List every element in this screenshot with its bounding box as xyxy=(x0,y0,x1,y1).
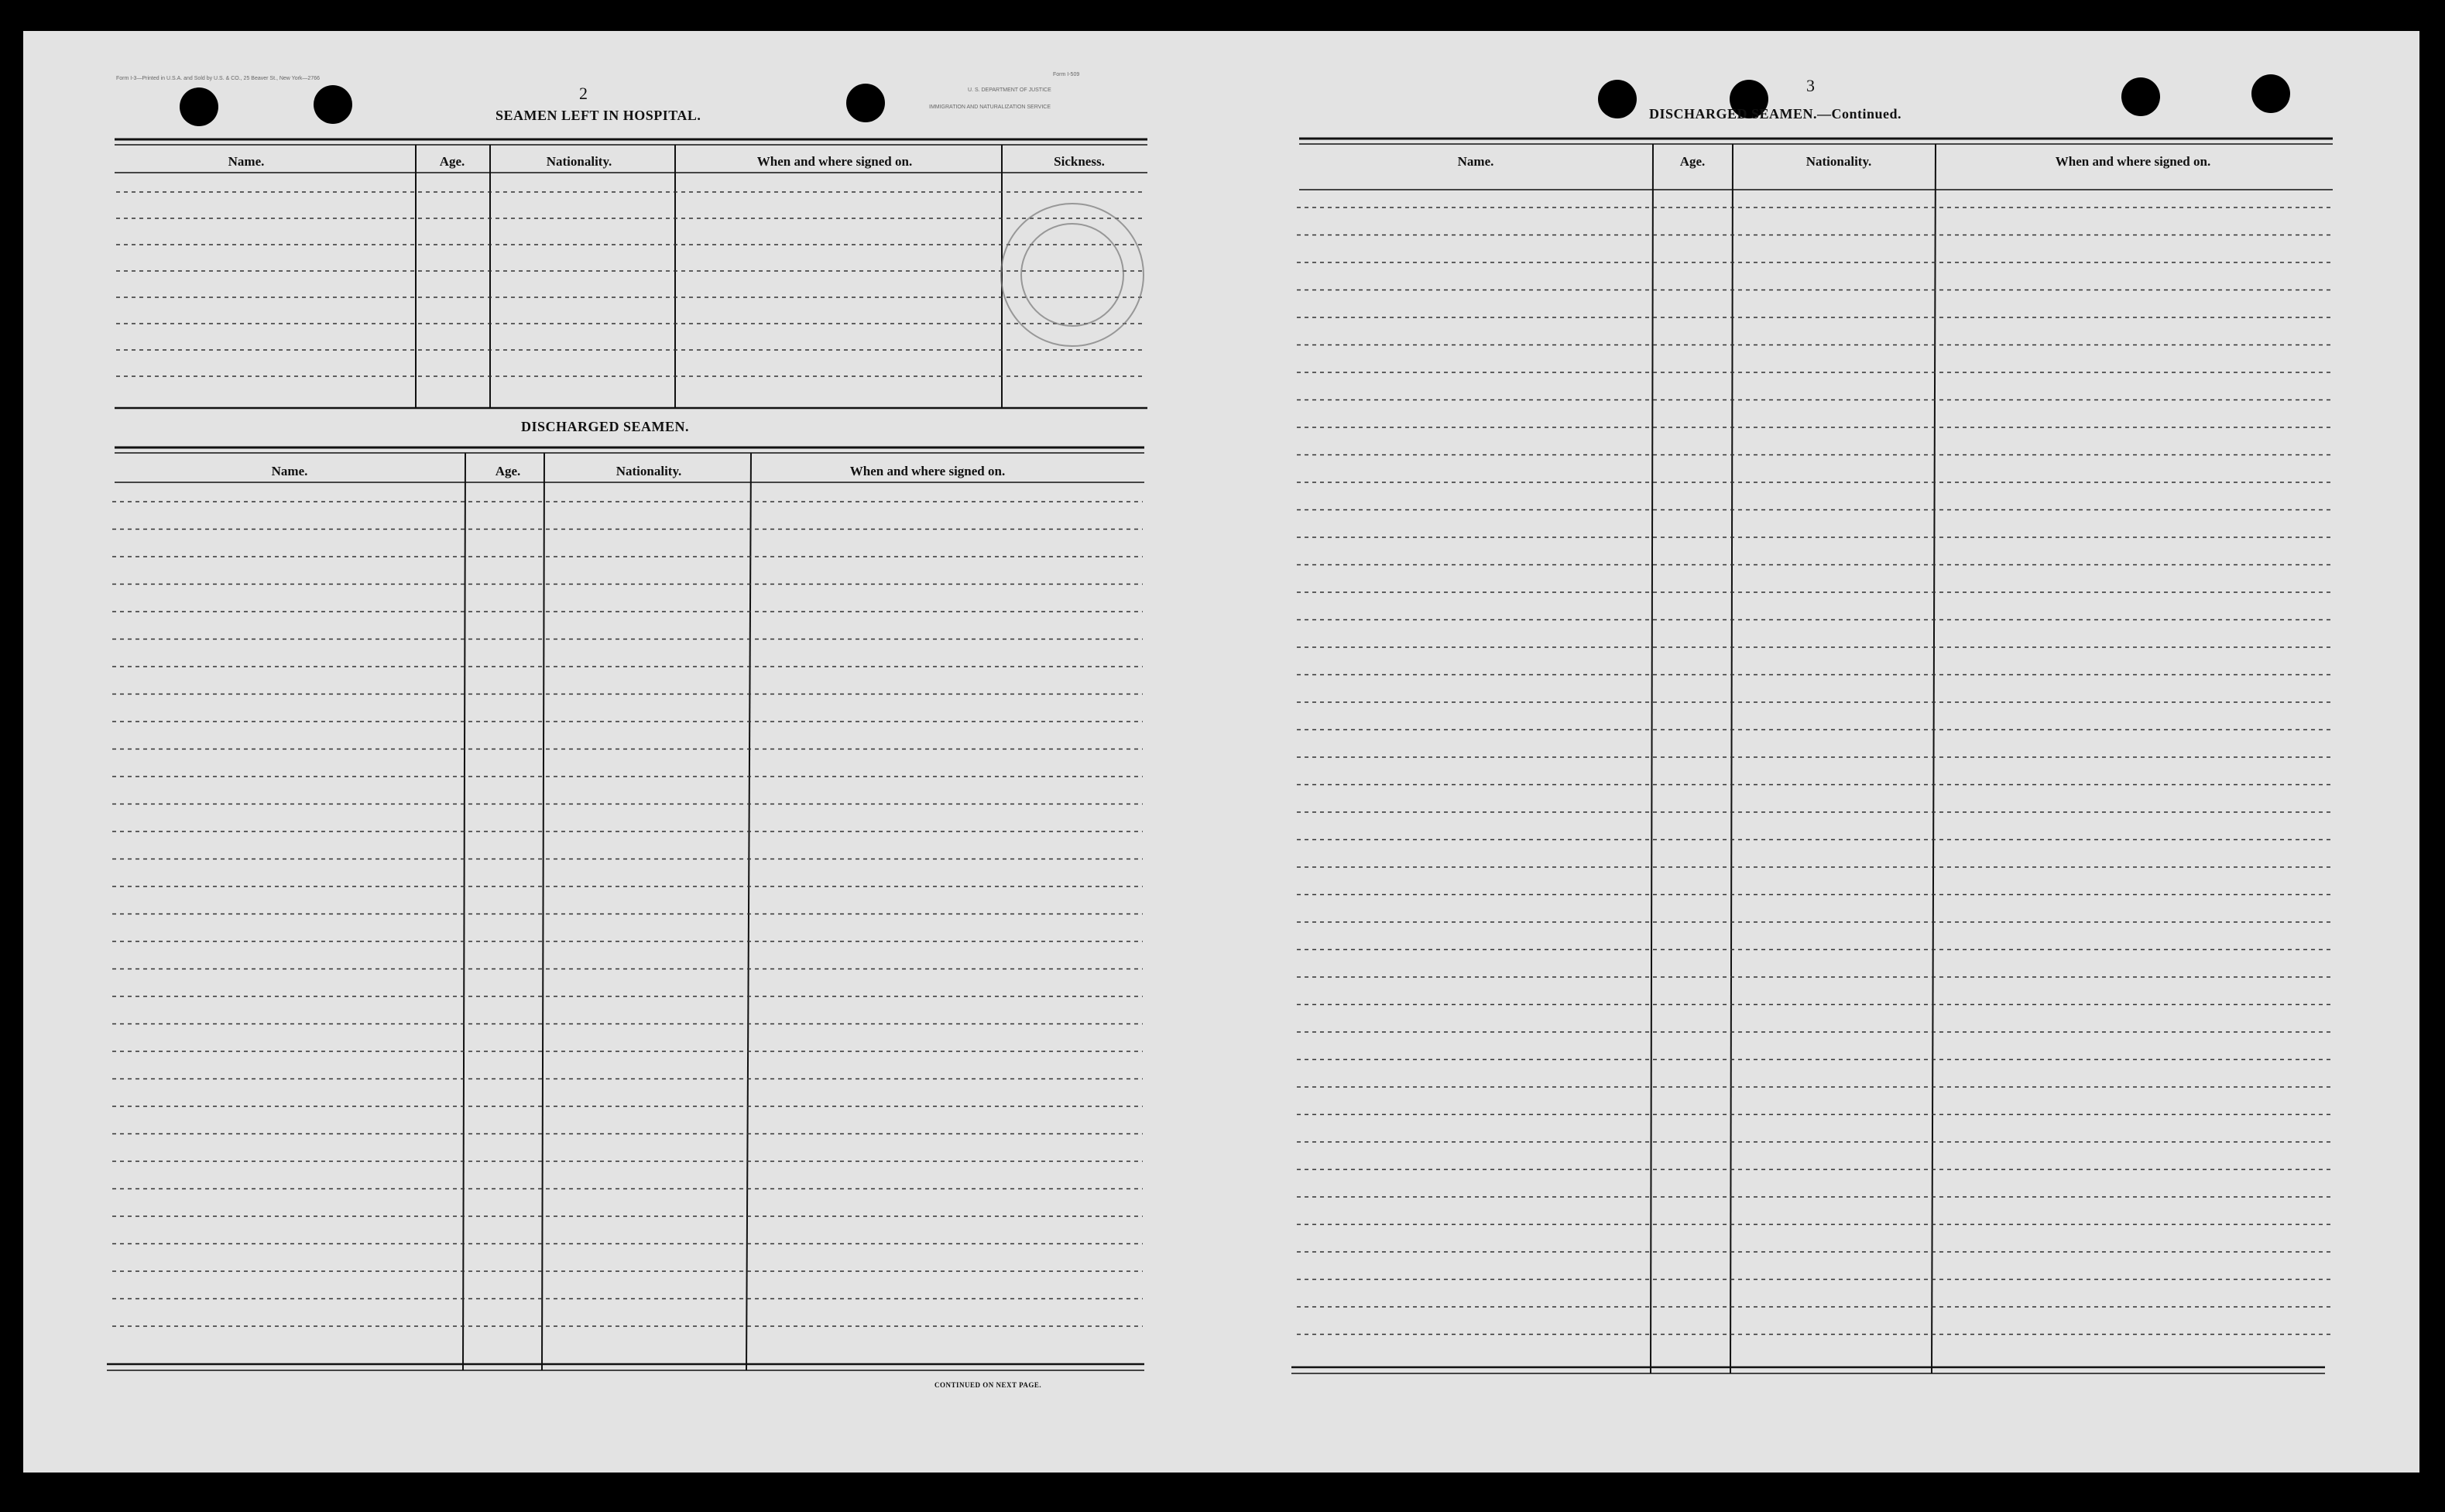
page-number-left: 2 xyxy=(579,84,588,103)
service-line: IMMIGRATION AND NATURALIZATION SERVICE xyxy=(929,105,1051,110)
discharged-section-title: DISCHARGED SEAMEN. xyxy=(521,419,690,434)
hospital-col-name: Name. xyxy=(228,154,265,169)
continued-note: CONTINUED ON NEXT PAGE. xyxy=(934,1381,1042,1389)
hospital-col-signed-on: When and where signed on. xyxy=(756,154,913,169)
department-line: U. S. DEPARTMENT OF JUSTICE xyxy=(968,87,1051,93)
right-col-age: Age. xyxy=(1679,154,1706,169)
right-col-signed-on: When and where signed on. xyxy=(2055,154,2211,169)
discharged-continued-title: DISCHARGED SEAMEN.—Continued. xyxy=(1649,106,1902,122)
right-col-nationality: Nationality. xyxy=(1805,154,1872,169)
form-number: Form I-509 xyxy=(1053,72,1080,77)
discharged-col-signed-on: When and where signed on. xyxy=(849,464,1006,478)
discharged-col-age: Age. xyxy=(495,464,521,478)
page-number-right: 3 xyxy=(1806,76,1815,95)
hospital-col-nationality: Nationality. xyxy=(546,154,612,169)
hospital-col-age: Age. xyxy=(439,154,465,169)
printer-imprint: Form I-3—Printed in U.S.A. and Sold by U.S. & CO., 25 Beaver St., New York—2766 xyxy=(116,76,321,81)
discharged-col-name: Name. xyxy=(271,464,308,478)
discharged-col-nationality: Nationality. xyxy=(616,464,682,478)
right-col-name: Name. xyxy=(1457,154,1494,169)
hospital-section-title: SEAMEN LEFT IN HOSPITAL. xyxy=(496,108,701,123)
faded-stamp xyxy=(1001,204,1144,346)
hospital-col-sickness: Sickness. xyxy=(1054,154,1105,169)
